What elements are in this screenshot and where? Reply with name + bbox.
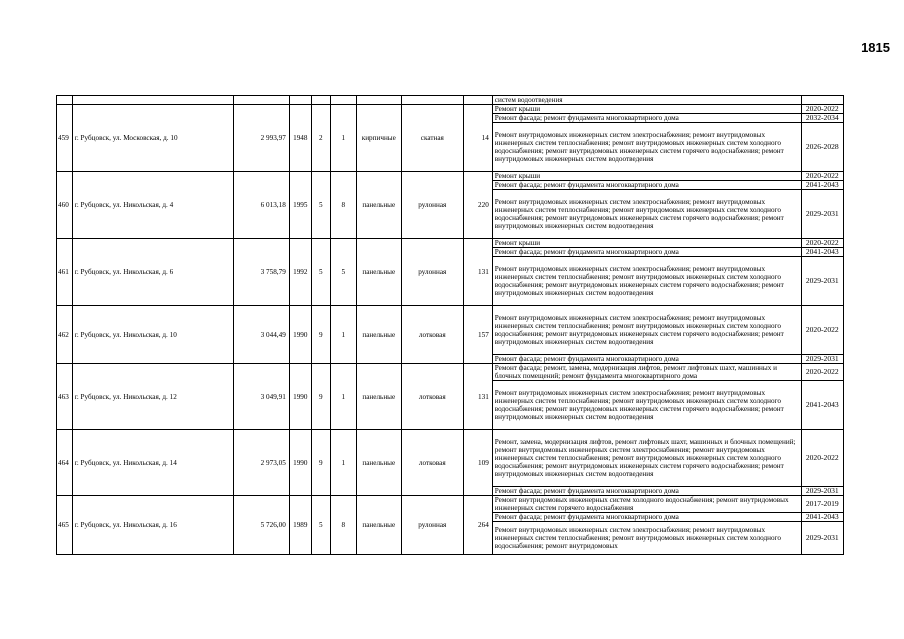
row-number: 465 [57, 496, 73, 555]
construction-year: 1995 [289, 172, 311, 239]
entrance-count: 8 [330, 172, 356, 239]
work-description: Ремонт фасада; ремонт фундамента многоквартирного дома [492, 114, 801, 123]
construction-year: 1990 [289, 306, 311, 364]
building-area: 5 726,00 [233, 496, 289, 555]
building-address: г. Рубцовск, ул. Никольская, д. 16 [72, 496, 233, 555]
work-period: 2020-2022 [801, 105, 843, 114]
work-description: Ремонт внутридомовых инженерных систем холодного водоснабжения; ремонт внутридомовых инженерных систем горячего водоснабжения [492, 496, 801, 513]
table-row [57, 105, 844, 114]
roof-type: скатная [401, 105, 463, 172]
work-period: 2020-2022 [801, 430, 843, 487]
floor-count: 5 [311, 496, 330, 555]
wall-material: панельные [356, 496, 401, 555]
work-period: 2029-2031 [801, 190, 843, 239]
building-address: г. Рубцовск, ул. Никольская, д. 14 [72, 430, 233, 496]
work-description: Ремонт внутридомовых инженерных систем электроснабжения; ремонт внутридомовых инженерных систем теплоснабжения; ремонт внутридомовых инженерных систем холодного водоснабжения; ремонт внутридомовых инженерных систем горячего водоснабжения; ремонт внутридомовых инженерных систем водоотведения [492, 381, 801, 430]
capital-repair-table [56, 95, 844, 555]
wall-material: панельные [356, 306, 401, 364]
wall-material: панельные [356, 364, 401, 430]
roof-type: лотковая [401, 430, 463, 496]
work-description: систем водоотведения [492, 96, 801, 105]
empty-cell [72, 96, 233, 105]
entrance-count: 1 [330, 306, 356, 364]
roof-type: рулонная [401, 172, 463, 239]
work-period: 2020-2022 [801, 172, 843, 181]
entrance-count: 8 [330, 496, 356, 555]
wall-material: панельные [356, 239, 401, 306]
row-number: 459 [57, 105, 73, 172]
table-row [57, 172, 844, 181]
apartment-count: 131 [463, 239, 492, 306]
work-description: Ремонт внутридомовых инженерных систем электроснабжения; ремонт внутридомовых инженерных систем теплоснабжения; ремонт внутридомовых инженерных систем холодного водоснабжения; ремонт внутридомовых инженерных систем горячего водоснабжения; ремонт внутридомовых инженерных систем водоотведения [492, 257, 801, 306]
building-address: г. Рубцовск, ул. Никольская, д. 4 [72, 172, 233, 239]
building-area: 2 993,97 [233, 105, 289, 172]
floor-count: 2 [311, 105, 330, 172]
work-period: 2017-2019 [801, 496, 843, 513]
table-row [57, 496, 844, 513]
work-description: Ремонт фасада; ремонт фундамента многоквартирного дома [492, 513, 801, 522]
work-description: Ремонт, замена, модернизация лифтов, ремонт лифтовых шахт, машинных и блочных помещений; ремонт внутридомовых инженерных систем электроснабжения; ремонт внутридомовых инженерных систем теплоснабжения; ремонт внутридомовых инженерных систем холодного водоснабжения; ремонт внутридомовых инженерных систем горячего водоснабжения; ремонт внутридомовых инженерных систем водоотведения [492, 430, 801, 487]
work-period: 2029-2031 [801, 257, 843, 306]
empty-cell [401, 96, 463, 105]
building-area: 3 044,49 [233, 306, 289, 364]
row-number: 463 [57, 364, 73, 430]
work-period: 2041-2043 [801, 248, 843, 257]
row-number: 460 [57, 172, 73, 239]
wall-material: кирпичные [356, 105, 401, 172]
building-address: г. Рубцовск, ул. Никольская, д. 6 [72, 239, 233, 306]
building-address: г. Рубцовск, ул. Московская, д. 10 [72, 105, 233, 172]
entrance-count: 1 [330, 105, 356, 172]
roof-type: лотковая [401, 306, 463, 364]
work-period: 2029-2031 [801, 487, 843, 496]
construction-year: 1948 [289, 105, 311, 172]
entrance-count: 1 [330, 364, 356, 430]
work-description: Ремонт крыши [492, 239, 801, 248]
apartment-count: 14 [463, 105, 492, 172]
work-period: 2041-2043 [801, 381, 843, 430]
entrance-count: 1 [330, 430, 356, 496]
empty-cell [330, 96, 356, 105]
continuation-row [57, 96, 844, 105]
apartment-count: 264 [463, 496, 492, 555]
work-period: 2041-2043 [801, 513, 843, 522]
work-period: 2041-2043 [801, 181, 843, 190]
roof-type: рулонная [401, 496, 463, 555]
wall-material: панельные [356, 430, 401, 496]
roof-type: рулонная [401, 239, 463, 306]
construction-year: 1990 [289, 364, 311, 430]
apartment-count: 157 [463, 306, 492, 364]
work-description: Ремонт крыши [492, 172, 801, 181]
construction-year: 1990 [289, 430, 311, 496]
empty-cell [801, 96, 843, 105]
building-area: 3 758,79 [233, 239, 289, 306]
apartment-count: 131 [463, 364, 492, 430]
work-period: 2020-2022 [801, 364, 843, 381]
work-description: Ремонт внутридомовых инженерных систем электроснабжения; ремонт внутридомовых инженерных систем теплоснабжения; ремонт внутридомовых инженерных систем холодного водоснабжения; ремонт внутридомовых инженерных систем горячего водоснабжения; ремонт внутридомовых инженерных систем водоотведения [492, 123, 801, 172]
work-period: 2020-2022 [801, 306, 843, 355]
construction-year: 1989 [289, 496, 311, 555]
work-period: 2020-2022 [801, 239, 843, 248]
work-description: Ремонт внутридомовых инженерных систем электроснабжения; ремонт внутридомовых инженерных систем теплоснабжения; ремонт внутридомовых инженерных систем холодного водоснабжения; ремонт внутридомовых инженерных систем горячего водоснабжения; ремонт внутридомовых инженерных систем водоотведения [492, 190, 801, 239]
table-row [57, 306, 844, 355]
building-area: 3 049,91 [233, 364, 289, 430]
work-period: 2032-2034 [801, 114, 843, 123]
page-number: 1815 [861, 40, 890, 55]
work-period: 2029-2031 [801, 522, 843, 555]
table-row [57, 364, 844, 381]
building-area: 2 973,05 [233, 430, 289, 496]
work-description: Ремонт внутридомовых инженерных систем электроснабжения; ремонт внутридомовых инженерных систем теплоснабжения; ремонт внутридомовых инженерных систем холодного водоснабжения; ремонт внутридомовых инженерных систем горячего водоснабжения; ремонт внутридомовых инженерных систем водоотведения [492, 306, 801, 355]
building-area: 6 013,18 [233, 172, 289, 239]
capital-repair-table-wrapper [56, 95, 844, 555]
empty-cell [57, 96, 73, 105]
table-row [57, 430, 844, 487]
empty-cell [233, 96, 289, 105]
apartment-count: 220 [463, 172, 492, 239]
construction-year: 1992 [289, 239, 311, 306]
empty-cell [289, 96, 311, 105]
empty-cell [463, 96, 492, 105]
roof-type: лотковая [401, 364, 463, 430]
row-number: 461 [57, 239, 73, 306]
floor-count: 9 [311, 364, 330, 430]
table-row [57, 239, 844, 248]
work-description: Ремонт крыши [492, 105, 801, 114]
work-description: Ремонт фасада; ремонт, замена, модернизация лифтов, ремонт лифтовых шахт, машинных и блочных помещений; ремонт фундамента многоквартирного дома [492, 364, 801, 381]
empty-cell [356, 96, 401, 105]
work-period: 2029-2031 [801, 355, 843, 364]
floor-count: 9 [311, 306, 330, 364]
empty-cell [311, 96, 330, 105]
building-address: г. Рубцовск, ул. Никольская, д. 10 [72, 306, 233, 364]
floor-count: 9 [311, 430, 330, 496]
floor-count: 5 [311, 239, 330, 306]
work-description: Ремонт фасада; ремонт фундамента многоквартирного дома [492, 248, 801, 257]
work-description: Ремонт фасада; ремонт фундамента многоквартирного дома [492, 181, 801, 190]
building-address: г. Рубцовск, ул. Никольская, д. 12 [72, 364, 233, 430]
wall-material: панельные [356, 172, 401, 239]
floor-count: 5 [311, 172, 330, 239]
work-description: Ремонт внутридомовых инженерных систем электроснабжения; ремонт внутридомовых инженерных систем теплоснабжения; ремонт внутридомовых инженерных систем холодного водоснабжения; ремонт внутридомовых [492, 522, 801, 555]
row-number: 462 [57, 306, 73, 364]
row-number: 464 [57, 430, 73, 496]
work-period: 2026-2028 [801, 123, 843, 172]
work-description: Ремонт фасада; ремонт фундамента многоквартирного дома [492, 355, 801, 364]
apartment-count: 109 [463, 430, 492, 496]
entrance-count: 5 [330, 239, 356, 306]
work-description: Ремонт фасада; ремонт фундамента многоквартирного дома [492, 487, 801, 496]
